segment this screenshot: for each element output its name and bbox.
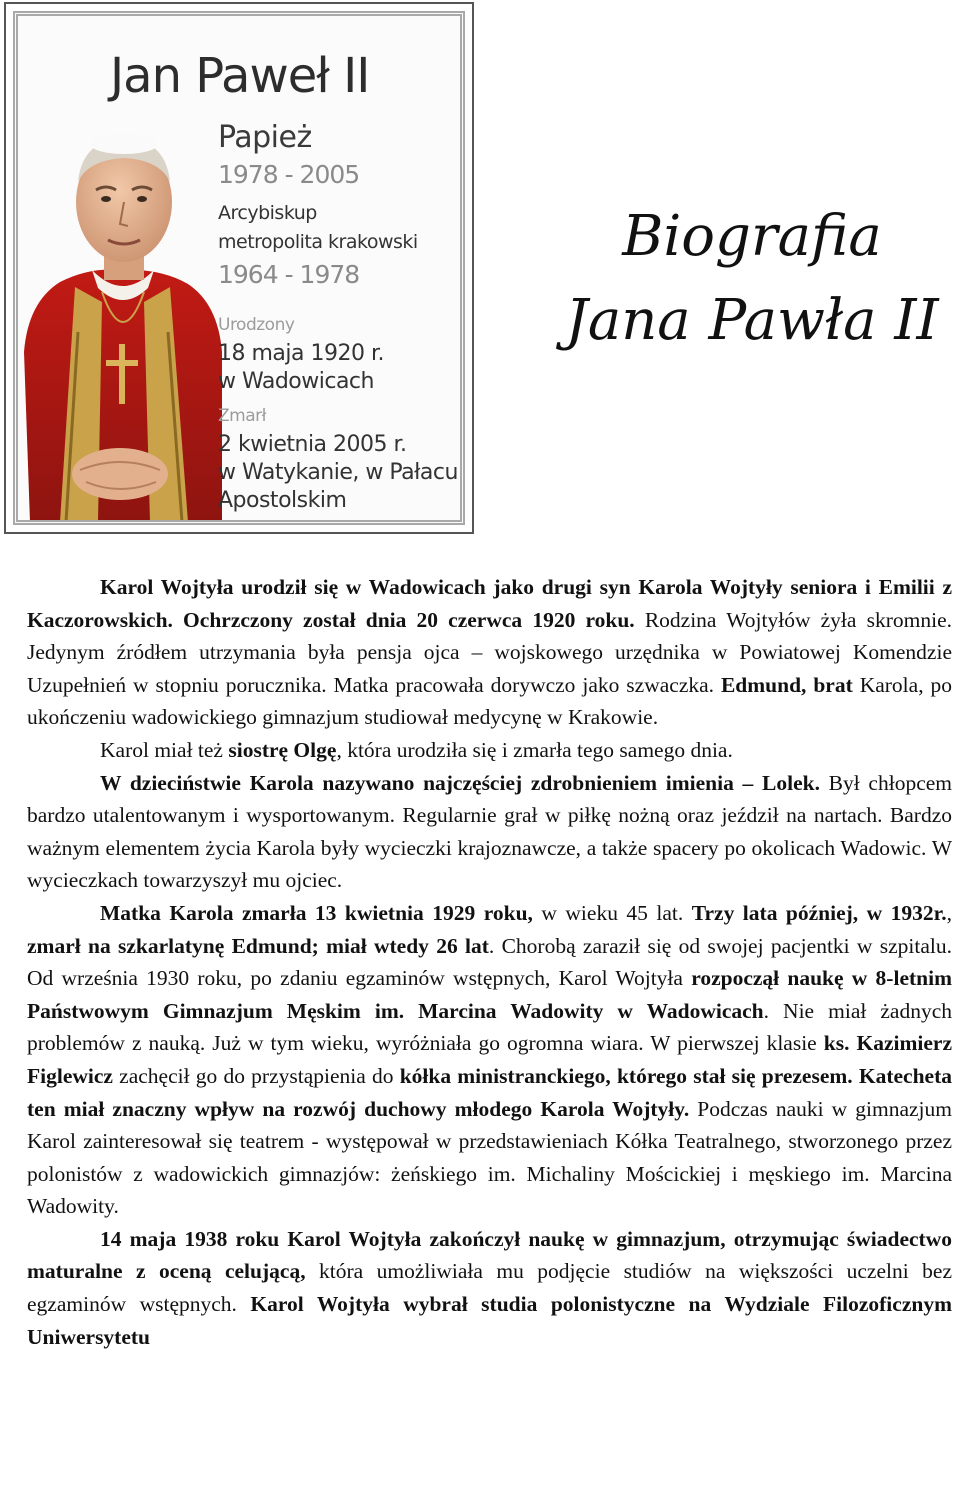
paragraph (27, 571, 952, 734)
text-run: . Chorobą zaraził się od swojej pacjentki w szpitalu. Od września 1930 roku, po zdaniu egzaminów wstępnych, Karol Wojtyła (27, 933, 952, 991)
born-date: 18 maja 1920 r. (218, 341, 384, 366)
died-label: Zmarł (218, 406, 266, 426)
bold-text: 14 maja 1938 roku Karol Wojtyła zakończył naukę w gimnazjum, otrzymując świadectwo maturalne z oceną celującą, (27, 1226, 952, 1284)
text-run: , która urodziła się i zmarła tego samego dnia. (336, 737, 733, 762)
text-run: która umożliwiała mu podjęcie studiów na większości uczelni bez egzaminów wstępnych. (27, 1259, 952, 1317)
bold-text: Karol Wojtyła wybrał studia polonistyczne na Wydziale Filozoficznym Uniwersytetu (27, 1292, 952, 1349)
bold-text: siostrę Olgę (228, 737, 337, 762)
poster-name: Jan Paweł II (110, 48, 370, 104)
bold-text: ks. Kazimierz Figlewicz (27, 1031, 952, 1088)
portrait-photo-icon (20, 102, 222, 522)
born-place: w Wadowicach (218, 369, 374, 394)
title-line-2: Jana Pawła II (565, 288, 939, 353)
role-archbishop-line2: metropolita krakowski (218, 231, 418, 253)
born-label: Urodzony (218, 315, 295, 335)
role-pope: Papież (218, 120, 312, 155)
role-archbishop: Arcybiskup (218, 202, 317, 224)
years-archbishop: 1964 - 1978 (218, 260, 360, 289)
biography-poster (4, 2, 474, 534)
bold-text: Matka Karola zmarła 13 kwietnia 1929 roku, (100, 900, 533, 925)
text-run: . Nie miał żadnych problemów z nauką. Już w tym wieku, wyróżniała go ogromna wiara. W pierwszej klasie (27, 998, 952, 1056)
text-run: Rodzina Wojtyłów żyła skromnie. Jedynym źródłem utrzymania była pensja ojca – wojskowego urzędnika w Powiatowej Komendzie Uzupełnień w stopniu porucznika. Matka pracowała dorywczo jako szwaczka. (27, 607, 952, 697)
text-run: , (946, 900, 952, 925)
paragraph (27, 734, 952, 767)
paragraph (27, 1223, 952, 1353)
text-run: Podczas nauki w gimnazjum Karol zainteresował się teatrem - występował w przedstawieniach Kółka Teatralnego, stworzonego przez polonistów z wadowickich gimnazjów: żeńskiego im. Michaliny Mościckiej i męskiego im. Marcina Wadowity. (27, 1096, 952, 1219)
years-pope: 1978 - 2005 (218, 160, 360, 189)
text-run: Karol miał też (100, 737, 229, 762)
text-run: Był chłopcem bardzo utalentowanym i wysportowanym. Regularnie grał w piłkę nożną oraz jeździł na nartach. Bardzo ważnym elementem życia Karola były wycieczki krajoznawcze, a także spacery po okolicach Wadowic. W wycieczkach towarzyszył mu ojciec. (27, 770, 952, 893)
bold-text: rozpoczął naukę w 8-letnim Państwowym Gimnazjum Męskim im. Marcina Wadowity w Wadowicach (27, 966, 952, 1023)
title-line-1: Biografia (622, 204, 882, 269)
text-run: w wieku 45 lat. (532, 900, 692, 925)
died-date: 2 kwietnia 2005 r. (218, 432, 407, 457)
paragraph (27, 897, 952, 1223)
poster-frame (13, 11, 465, 525)
died-place-line2: Apostolskim (218, 488, 347, 513)
bold-text: zmarł na szkarlatynę Edmund; miał wtedy 26 lat (27, 933, 489, 958)
biography-text (27, 571, 952, 1353)
bold-text: W dzieciństwie Karola nazywano najczęściej zdrobnieniem imienia – Lolek. (100, 770, 820, 795)
died-place: w Watykanie, w Pałacu (218, 460, 458, 485)
bold-text: Karol Wojtyła urodził się w Wadowicach jako drugi syn Karola Wojtyły seniora i Emilii z Kaczorowskich. Ochrzczony został dnia 20 czerwca 1920 roku. (27, 575, 952, 632)
text-run: zachęcił go do przystąpienia do (112, 1063, 400, 1088)
bold-text: kółka ministranckiego, którego stał się prezesem. Katecheta ten miał znaczny wpływ na rozwój duchowy młodego Karola Wojtyły. (27, 1063, 952, 1121)
text-run: Karola, po ukończeniu wadowickiego gimnazjum studiował medycynę w Krakowie. (27, 672, 952, 730)
document-title (544, 195, 960, 363)
bold-text: Trzy lata później, w 1932r. (691, 900, 947, 925)
paragraph (27, 767, 952, 897)
bold-text: Edmund, brat (720, 672, 853, 697)
